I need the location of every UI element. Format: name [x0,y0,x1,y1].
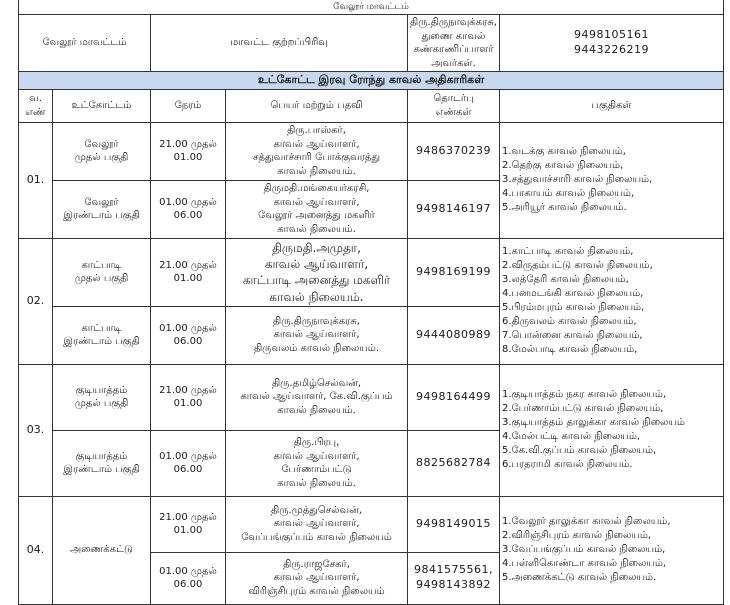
police-station-item: 4.பாகாயம் காவல் நிலையம், [502,188,635,200]
police-station-item: 6.திருவலம் காவல் நிலையம், [502,316,637,328]
officer-name-designation: திருமதி.மங்கையர்கரசி, காவல் ஆய்வாளர், வேலூர் அனைத்து மகளிர் காவல் நிலையம். [226,180,408,238]
contact-number: 9841575561, 9498143892 [408,552,500,604]
serial-number: 02. [19,238,53,364]
police-station-item: 3.சத்துவாச்சாரி காவல் நிலையம், [502,174,653,186]
police-station-item: 1.வேலூர் தாலுக்கா காவல் நிலையம், [502,516,671,528]
police-station-list [500,122,724,238]
serial-number: 01. [19,122,53,238]
contact-number: 9498164499 [408,364,500,430]
police-station-item: 4.பனமடங்கி காவல் நிலையம், [502,288,644,300]
officer-name-designation: திருமதி.அமுதா, காவல் ஆய்வாளர், காட்பாடி அனைத்து மகளிர் காவல் நிலையம். [226,238,408,306]
police-station-item: 5.கே.வி.குப்பம் காவல் நிலையம், [502,445,657,457]
police-station-item: 3.லத்தேரி காவல் நிலையம், [502,274,629,286]
police-station-item: 6.பரதராமி காவல் நிலையம். [502,459,633,471]
police-station-item: 2.விருதம்பட்டு காவல் நிலையம், [502,260,653,272]
police-station-item: 2.பேர்ணாம்பட்டு காவல் நிலையம், [502,403,664,415]
shift-time: 01.00 முதல் 06.00 [151,430,226,496]
col-areas: பகுதிகள் [500,89,724,122]
police-station-item: 3.குடியாத்தம் தாலுக்கா காவல் நிலையம் [502,417,685,429]
police-station-list [500,238,724,364]
police-station-item: 8.மேல்பாடி காவல் நிலையம், [502,344,638,356]
police-station-item: 5.பிரம்மபுரம் காவல் நிலையம், [502,302,645,314]
officer-name-designation: திரு.ராஜசேகர், காவல் ஆய்வாளர், விரிஞ்சிபுரம் காவல் நிலையம் [226,552,408,604]
police-station-item: 4.பள்ளிகொண்டா காவல் நிலையம், [502,558,667,570]
col-serial: வ. எண் [19,89,53,122]
police-station-item: 4.மேல்பட்டி காவல் நிலையம், [502,431,641,443]
header-phones: 9498105161 9443226219 [500,15,724,72]
police-station-item: 1.வடக்கு காவல் நிலையம், [502,146,626,158]
district-name: வேலூர் மாவட்டம் [19,15,151,72]
unit-name: மாவட்ட குற்றப்பிரிவு [151,15,408,72]
col-subdivision: உட்கோட்டம் [53,89,151,122]
col-time: நேரம் [151,89,226,122]
subdivision: வேலூர் இரண்டாம் பகுதி [53,180,151,238]
subdivision: காட்பாடி முதல் பகுதி [53,238,151,306]
roster-row [19,364,724,430]
contact-number: 8825682784 [408,430,500,496]
police-station-item: 1.காட்பாடி காவல் நிலையம், [502,246,634,258]
police-station-list [500,364,724,496]
subdivision: குடியாத்தம் முதல் பகுதி [53,364,151,430]
police-station-item: 2.விரிஞ்சிபுரம் காவல் நிலையம், [502,530,652,542]
police-station-item: 5.அணைக்கட்டு காவல் நிலையம். [502,572,657,584]
shift-time: 01.00 முதல் 06.00 [151,180,226,238]
contact-number: 9498169199 [408,238,500,306]
shift-time: 21.00 முதல் 01.00 [151,496,226,552]
serial-number: 03. [19,364,53,496]
shift-time: 21.00 முதல் 01.00 [151,238,226,306]
subdivision: குடியாத்தம் இரண்டாம் பகுதி [53,430,151,496]
roster-row [19,122,724,180]
header-row [19,15,724,72]
col-name-designation: பெயர் மற்றும் பதவி [226,89,408,122]
contact-number: 9486370239 [408,122,500,180]
officer-name-designation: திரு.தமிழ்செல்வன், காவல் ஆய்வாளர், கே.வி.குப்பம் காவல் நிலையம். [226,364,408,430]
police-station-item: 1.குடியாத்தம் நகர காவல் நிலையம், [502,389,667,401]
column-header-row [19,89,724,122]
contact-number: 9498146197 [408,180,500,238]
officer-name-designation: திரு.திருநாவுக்கரசு, காவல் ஆய்வாளர், திருவலம் காவல் நிலையம். [226,306,408,364]
police-station-list [500,496,724,604]
officer-name-designation: திரு.முத்துசெல்வன், காவல் ஆய்வாளர், வேப்பங்குப்பம் காவல் நிலையம் [226,496,408,552]
roster-table [18,0,724,605]
contact-number: 9498149015 [408,496,500,552]
subdivision: அணைக்கட்டு [53,496,151,604]
shift-time: 01.00 முதல் 06.00 [151,552,226,604]
roster-row [19,496,724,552]
serial-number: 04. [19,496,53,604]
police-station-item: 5.அரியூர் காவல் நிலையம். [502,202,627,214]
section-title: உட்கோட்ட இரவு ரோந்து காவல் அதிகாரிகள் [19,72,724,90]
duty-roster-document [18,0,723,605]
police-station-item: 7.பொன்னை காவல் நிலையம், [502,330,643,342]
col-contact: தொடர்பு எண்கள் [408,89,500,122]
officer-name-designation: திரு.பிரபு, காவல் ஆய்வாளர், பேர்ணாம்பட்டு காவல் நிலையம். [226,430,408,496]
shift-time: 01.00 முதல் 06.00 [151,306,226,364]
contact-number: 9444080989 [408,306,500,364]
subdivision: வேலூர் முதல் பகுதி [53,122,151,180]
police-station-item: 3.வேப்பங்குப்பம் காவல் நிலையம், [502,544,666,556]
shift-time: 21.00 முதல் 01.00 [151,364,226,430]
police-station-item: 2.தெற்கு காவல் நிலையம், [502,160,624,172]
subdivision: காட்பாடி இரண்டாம் பகுதி [53,306,151,364]
roster-row [19,238,724,306]
supervising-officer: திரு.திருநாவுக்கரசு, துணை காவல் கண்காணிப்பாளர் அவர்கள். [408,15,500,72]
shift-time: 21.00 முதல் 01.00 [151,122,226,180]
officer-name-designation: திரு.பாஸ்கர், காவல் ஆய்வாளர், சத்துவாச்சாரி போக்குவரத்து காவல் நிலையம். [226,122,408,180]
top-strip: வேலூர் மாவட்டம் [19,0,724,15]
